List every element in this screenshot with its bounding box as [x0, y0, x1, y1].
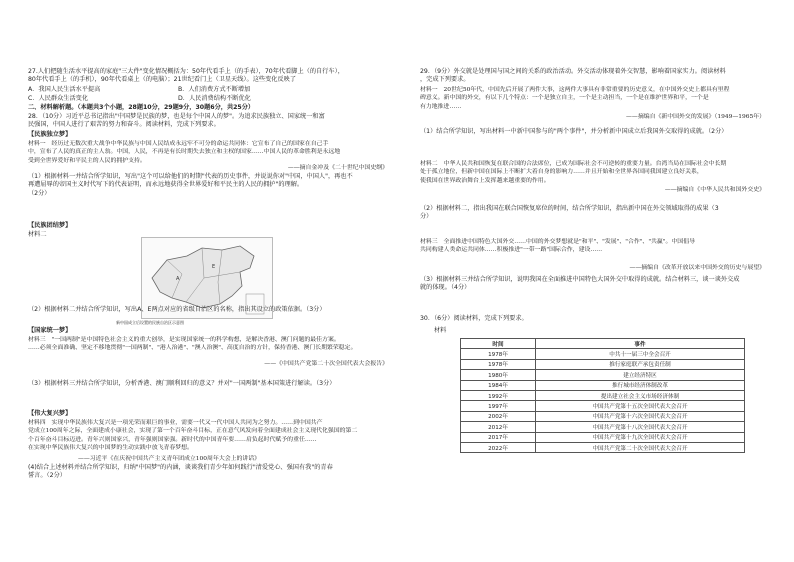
question-4: (4)结合上述材料并结合所学知识，归纳"中国梦"的内涵，谈谈我们青少年如何践行"清爱党心、强国有我"的青春 誓言。（2分）: [28, 464, 333, 480]
table-row: [461, 432, 745, 442]
table-header-event: 事件: [536, 339, 745, 349]
table-cell-event: 中共十一届三中全会召开: [536, 349, 745, 359]
question-1: （1）根据材料一并结合所学知识，写出"这个可以给他们的时期"代表的历史事件，并说说你对"中国，中国人"，再也不 再遭屈辱的帝国主义时代写下的代表证明，而永远地获得全世界爱好和平民主的人民的拥护"的理解。 （2分）: [28, 173, 353, 197]
q28-stem: 28．（10分）习近平总书记指出"中国梦是民族的梦，也是每个中国人的梦"。为追求民族独立、国家统一和富 民强国，中国人进行了艰苦的努力和奋斗。阅读材料，完成下列要求。: [28, 113, 325, 129]
r-material-3-source: ——摘编自《改革开放以来中国外交的历史与展望》: [629, 265, 765, 271]
table-row: [461, 380, 745, 390]
table-cell-event: 中国共产党第十九次全国代表大会召开: [536, 432, 745, 442]
q27-option-a: A．我国人民生活水平提高: [28, 86, 101, 93]
table-cell-year: 1992年: [461, 390, 536, 400]
table-cell-event: 中国共产党第二十次全国代表大会召开: [536, 442, 745, 452]
table-cell-year: 1997年: [461, 401, 536, 411]
table-cell-year: 2002年: [461, 411, 536, 421]
material-4-source: ——习近平《在庆祝中国共产主义青年团成立100周年大会上的讲话》: [78, 456, 261, 462]
r-material-2: 材料二 中华人民共和国恢复在联合国的合法席位，已成为国际社会不可逆转的重要力量。台湾当局在国际社会中长期 处于孤立地位，但新中国在国际上不断扩大着自身的影响力……并且开始和全世界各国同我国建立良好关系， 使我国在世界政治舞台上发挥越来越重要的作用。: [420, 161, 727, 184]
table-cell-year: 2022年: [461, 442, 536, 452]
table-cell-year: 1980年: [461, 370, 536, 380]
map-label-a: A: [176, 276, 180, 282]
q27-option-c: C．人民群众生活变化: [28, 95, 89, 102]
heading-rejuvenation: 【伟大复兴梦】: [28, 410, 72, 417]
table-row: [461, 370, 745, 380]
section-title: 二、材料解析题。（本题共3个小题，28题10分，29题9分，30题6分，共25分）: [28, 104, 255, 111]
table-row: [461, 401, 745, 411]
material-2-label: 材料二: [28, 231, 47, 238]
r-material-1: 材料一 20世纪50年代，中国先后开展了两件大事，这两件大事具有非常重要的历史意义，在中国外交史上都具有里程 碑意义。新中国的外交，有以下几个特点：一个是独立自主，一个是主动担当，一个是在维护世界和平，一个是 有力地推进……: [420, 87, 730, 110]
table-cell-event: 推行城市经济体制改革: [536, 380, 745, 390]
q29-stem: 29．（9分）外交就是处理国与国之间的关系的政治活动。外交活动体现着外交智慧，影响着国家实力。阅读材料 ，完成下列要求。: [420, 68, 726, 84]
table-cell-event: 推行家庭联产承包责任制: [536, 359, 745, 369]
material-1: 材料一 经历过无数次重大战争中华民族与中国人民结成永远牢不可分的命运共同体：它宣布了自己的国家在自己手 中，宣布了人民的真正的主人翁。中国，人民，不再是有长时期失去独立和主权的国家……中国人民的革命胜利是永远地 受到全世界爱好和平民主的人民的拥护支持。: [28, 141, 341, 164]
table-cell-year: 1984年: [461, 380, 536, 390]
table-row: [461, 349, 745, 359]
table-row: [461, 359, 745, 369]
table-cell-event: 中国共产党第十六次全国代表大会召开: [536, 411, 745, 421]
table-cell-event: 中国共产党第十五次全国代表大会召开: [536, 401, 745, 411]
table-row: [461, 422, 745, 432]
q27-stem: 27.人们把随生活水平提高的家庭"三大件"变化情况概括为：50年代看手上（的手表），70年代看脚上（的自行车）， 80年代看手上（的手机），90年代看桌上（的电脑）；21世纪看门上（卫星天线）。这些变化反映了: [28, 68, 344, 84]
table-cell-event: 建立经济特区: [536, 370, 745, 380]
table-cell-year: 1978年: [461, 359, 536, 369]
table-row: [461, 390, 745, 400]
table-cell-year: 2012年: [461, 422, 536, 432]
map-caption: 新中国成立后设置的民族自治区示意图: [116, 320, 184, 325]
question-2: （2）根据材料二并结合所学知识，写出A、E两点对应的省级自治区的名称，指出其设立的政策依据。（3分）: [28, 306, 326, 313]
r-question-2: （2）根据材料二，指出我国在联合国恢复席位的时间，结合所学知识，指出新中国在外交领域取得的成果（3 分）: [420, 205, 719, 221]
heading-unity: 【民族团结梦】: [28, 222, 72, 229]
heading-independence: 【民族独立梦】: [28, 131, 72, 138]
q27-option-b: B．人们消费方式不断增加: [178, 86, 251, 93]
q30-stem: 30．（6分）阅读材料，完成下列要求。: [420, 315, 528, 322]
material-3: 材料三 "一国两制"是中国特色社会主义的重大创举，是实现国家统一的科学构想，是解决香港、澳门问题的最佳方案。 ……必须全面准确、坚定不移地贯彻"一国两制"、"港人治港"、"澳人治澳"、高度自治的方针，保持香港、澳门长期繁荣稳定。: [28, 337, 357, 352]
question-3: （3）根据材料三并结合所学知识，分析香港、澳门顺利回归的意义？并对"一国两制"基本国策进行解读。（3分）: [28, 380, 336, 387]
material-3-source: ——《中国共产党第二十次全国代表大会报告》: [264, 361, 388, 367]
events-table: [460, 338, 745, 453]
r-material-3: 材料三 全面推进中国特色大国外交……中国的外交梦想就是"和平"、"发展"、"合作"、"共赢"。中国倡导 共同构建人类命运共同体……积极推进"一带一路"国际合作，建设……: [420, 239, 695, 254]
map-label-e: E: [212, 264, 216, 270]
table-row: [461, 442, 745, 452]
material-4: 材料四 实现中华民族伟大复兴是一项光荣而艰巨的事业，需要一代又一代中国人共同为之努力。……到中国共产 党成立100周年之际，全面建成小康社会，实现了第一个百年奋斗目标，正在意气风发向着全面建成社会主义现代化强国的第二 个百年奋斗目标迈进。青年兴则国家兴，青年强则国家强。新时代的中国青年要……肩负起时代赋予的重任…… 在实现中华民族伟大复兴的中国梦的生动实践中放飞青春梦想。: [28, 420, 358, 452]
table-cell-year: 2017年: [461, 432, 536, 442]
table-cell-event: 提出建立社会主义市场经济体制: [536, 390, 745, 400]
r-material-2-source: ——摘编自《中华人民共和国外交史》: [664, 187, 765, 193]
r-material-1-source: ——摘编自《新中国外交的发展》（1949—1965年）: [626, 114, 765, 120]
table-header-row: [461, 339, 745, 349]
material-1-source: ——摘自金冲及《二十世纪中国史纲》: [287, 165, 388, 171]
table-cell-year: 1978年: [461, 349, 536, 359]
table-cell-event: 中国共产党第十八次全国代表大会召开: [536, 422, 745, 432]
r-question-3: （3）根据材料三并结合所学知识，说明我国在全面推进中国特色大国外交中取得的成就。结合材料三，谈一谈外交成 就的体现。（4分）: [420, 276, 740, 292]
q27-option-d: D．人民消费结构不断优化: [178, 95, 251, 102]
table-row: [461, 411, 745, 421]
heading-reunification: 【国家统一梦】: [28, 327, 72, 334]
q30-material-label: 材料: [434, 327, 447, 334]
table-header-time: 时间: [461, 339, 536, 349]
r-question-1: （1）结合所学知识，写出材料一中新中国参与的"两个事件"，并分析新中国成立后我国外交取得的成就。（2分）: [420, 128, 728, 135]
